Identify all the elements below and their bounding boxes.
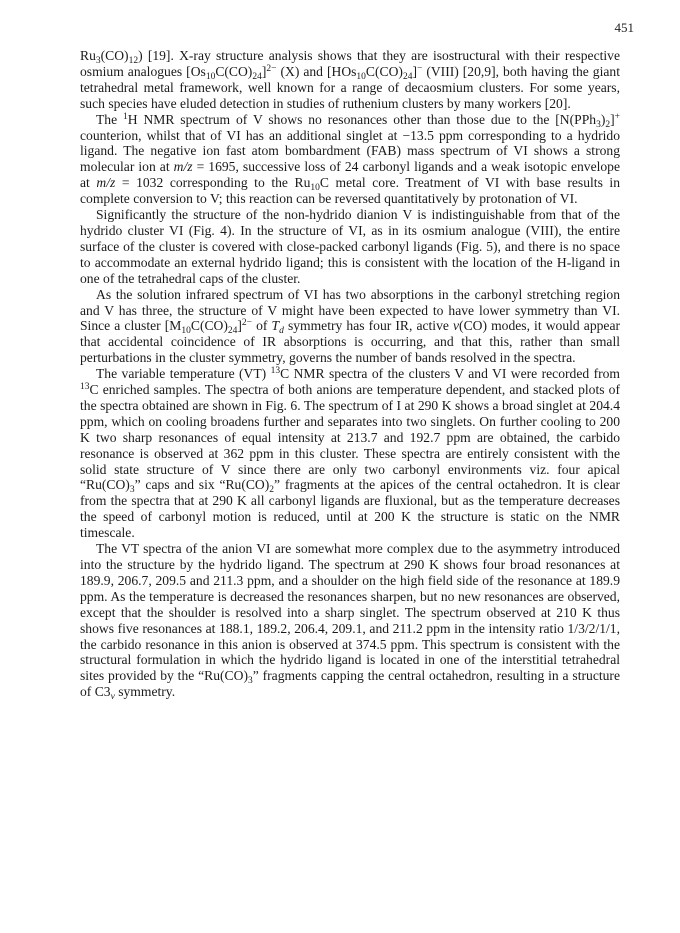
paragraph: The $^1$H NMR spectrum of V shows no resonances other than those due to the $[N(PPh_3)_2]^+$ counterion, whilst that of VI has an additional singlet at −13.5 ppm corresponding to a hydrido ligand. The negative ion fast atom bombardment (FAB) mass spectrum of VI shows a strong molecular ion at m/z = 1695, successive loss of 24 carbonyl ligands and a weak isotopic envelope at m/z = 1032 corresponding to the $Ru_{10}C$ metal core. Treatment of VI with base results in complete conversion to V; this reaction can be reversed quantitatively by protonation of VI. [80,111,621,207]
paragraph: The VT spectra of the anion VI are somewhat more complex due to the asymmetry introduced into the structure by the hydrido ligand. The spectrum at 290 K shows four broad resonances at 189.9, 206.7, 209.5 and 211.3 ppm, and a shoulder on the high field side of the resonance at 189.9 ppm. As the temperature is decreased the resonances sharpen, but no new resonances are observed, except that the shoulder is resolved into a sharp singlet. The spectrum observed at 210 K thus shows five resonances at 188.1, 189.2, 206.4, 209.1, and 211.2 ppm in the intensity ratio 1/3/2/1/1, the carbido resonance in this anion is observed at 374.5 ppm. This spectrum is consistent with the structural formulation in which the hydrido ligand is located in one of the interstitial tetrahedral sites provided by the “$Ru(CO)_3$” fragments capping the central octahedron, resulting in a structure of $C3_v$ symmetry. [80,541,620,703]
paragraph: As the solution infrared spectrum of VI has two absorptions in the carbonyl stretching region and V has three, the structure of V might have been expected to have lower symmetry than VI. Since a cluster $[M_{10}C(CO)_{24}]^{2-}$ of $T_d$ symmetry has four IR, active ν(CO) modes, it would appear that accidental coincidence of IR absorptions is occurring, and that this, rather than small perturbations in the cluster symmetry, governs the number of bands resolved in the spectra. [80,286,621,366]
body-text [80,48,621,703]
page-number: 451 [614,20,634,35]
paragraph: $Ru_3(CO)_{12}$) [19]. X-ray structure analysis shows that they are isostructural with their respective osmium analogues $[Os_{10}C(CO)_{24}]^{2-}$ (X) and $[HOs_{10}C(CO)_{24}]^-$ (VIII) [20,9], both having the giant tetrahedral metal framework, well known for a range of decaosmium clusters. For some years, such species have eluded detection in studies of ruthenium clusters by many workers [20]. [80,48,620,111]
paragraph: The variable temperature (VT) $^{13}$C NMR spectra of the clusters V and VI were recorded from $^{13}$C enriched samples. The spectra of both anions are temperature dependent, and stacked plots of the spectra obtained are shown in Fig. 6. The spectrum of I at 290 K shows a broad singlet at 204.4 ppm, which on cooling broadens further and separates into two singlets. On further cooling to 200 K two sharp resonances of equal intensity at 213.7 and 192.7 ppm are obtained, the carbido resonance is observed at 362 ppm in this cluster. These spectra are entirely consistent with the solid state structure of V since there are only two carbonyl environments viz. four apical “$Ru(CO)_3$” caps and six “$Ru(CO)_2$” fragments at the apices of the central octahedron. It is clear from the spectra that at 290 K all carbonyl ligands are fluxional, but as the temperature decreases the speed of carbonyl motion is reduced, until at 200 K the structure is static on the NMR timescale. [80,366,620,541]
paragraph: Significantly the structure of the non-hydrido dianion V is indistinguishable from that of the hydrido cluster VI (Fig. 4). In the structure of VI, as in its osmium analogue (VIII), the entire surface of the cluster is covered with close-packed carbonyl ligands (Fig. 5), and there is no space to accommodate an external hydrido ligand; this is consistent with the location of the H-ligand in one of the tetrahedral caps of the cluster. [80,207,620,286]
